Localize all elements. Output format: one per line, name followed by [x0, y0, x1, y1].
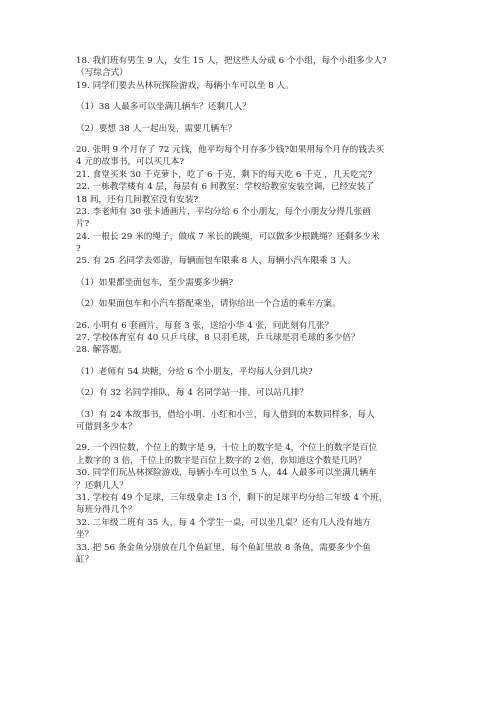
question-29 [76, 442, 436, 467]
question-text: 29. 一个四位数，个位上的数字是 9，十位上的数字是 4，个位上的数字是百位 [76, 443, 378, 454]
question-text: 18 间，还有几间教室没有安装? [76, 194, 199, 205]
question-31 [76, 492, 436, 517]
question-25-part-2: （2）如果面包车和小汽车搭配乘坐，请你给出一个合适的乘车方案。 [76, 299, 341, 310]
question-25: 25. 有 25 名同学去郊游，每辆面包车限乘 8 人，每辆小汽车限乘 3 人。 [76, 256, 357, 267]
question-text: 坐？ [76, 530, 94, 541]
question-text: 片? [76, 219, 90, 230]
question-21: 21. 食堂买来 30 千克萝卜，吃了 6 千克，剩下的每天吃 6 千克 ，几天吃完? [76, 169, 373, 180]
question-20 [76, 144, 436, 169]
question-text: 33. 把 56 条金鱼分别放在几个鱼缸里，每个鱼缸里放 8 条鱼，需要多少个鱼 [76, 542, 371, 553]
question-text: 18. 我们班有男生 9 人，女生 15 人，把这些人分成 6 个小组，每个小组多少人? [76, 56, 387, 66]
question-text: 4 元的故事书，可以买几本? [76, 157, 185, 168]
question-23 [76, 206, 436, 231]
question-text: 22. 一栋教学楼有 4 层，每层有 6 间教室：学校给教室安装空调，已经安装了 [76, 182, 375, 193]
question-27: 27. 学校体育室有 40 只乒乓球，8 只羽毛球，乒乓球是羽毛球的多少倍？ [76, 333, 360, 344]
question-text: 32. 二年级二班有 35 人，每 4 个学生一桌，可以坐几桌？还有几人没有地方 [76, 517, 371, 528]
question-33 [76, 542, 436, 567]
question-text: 20. 张明 9 个月存了 72 元钱，他平均每个月存多少钱?如果用每个月存的钱去买 [76, 144, 385, 155]
question-26: 26. 小明有 6 套画片，每套 3 张，送给小华 4 张，问此刻有几张？ [76, 320, 334, 331]
question-text: 可借到多少本？ [76, 421, 137, 432]
question-18 [76, 55, 436, 80]
question-25-part-1: （1）如果都坐面包车，至少需要多少辆? [76, 277, 234, 288]
question-32 [76, 517, 436, 542]
question-text: 31. 学校有 49 个足球，三年级拿走 13 个，剩下的足球平均分给二年级 4 个班， [76, 492, 388, 503]
question-28-part-1: （1）老师有 54 块糖，分给 6 个小朋友，平均每人分到几块? [76, 366, 313, 377]
question-19-part-1: （1）38 人最多可以坐满几辆车？还剩几人？ [76, 102, 251, 113]
question-text: 上数字的 3 倍，千位上的数字是百位上数字的 2 倍，你知道这个数是几吗？ [76, 455, 367, 466]
question-24 [76, 231, 436, 256]
question-text: ? [76, 244, 81, 255]
question-text: 23. 李老师有 30 张卡通画片，平均分给 6 个小朋友，每个小朋友分得几张画 [76, 206, 371, 217]
question-text: 每班分得几个？ [76, 505, 137, 516]
question-text: （写综合式） [76, 68, 128, 79]
question-text: 缸？ [76, 554, 94, 565]
worksheet-page [76, 55, 436, 566]
question-text: 24. 一根长 29 米的绳子，做成 7 米长的跳绳，可以做多少根跳绳？还剩多少米 [76, 231, 380, 242]
question-30 [76, 467, 436, 492]
question-text: （3）有 24 本故事书，借给小明、小红和小兰，每人借到的本数同样多，每人 [76, 409, 375, 420]
question-text: ？还剩几人？ [76, 480, 128, 491]
question-28-part-3 [76, 409, 436, 434]
question-19 [76, 80, 436, 92]
question-text: 30. 同学们玩丛林探险游戏，每辆小车可以坐 5 人，44 人最多可以坐满几辆车 [76, 468, 377, 479]
question-text: 19. 同学们要去丛林玩探险游戏，每辆小车可以坐 8 人。 [76, 80, 294, 91]
question-28-part-2: （2）有 32 名同学排队，每 4 名同学站一排，可以站几排？ [76, 388, 309, 399]
question-28: 28. 解答题。 [76, 345, 128, 356]
question-19-part-2: （2）要想 38 人一起出发，需要几辆车？ [76, 123, 237, 134]
question-22 [76, 181, 436, 206]
